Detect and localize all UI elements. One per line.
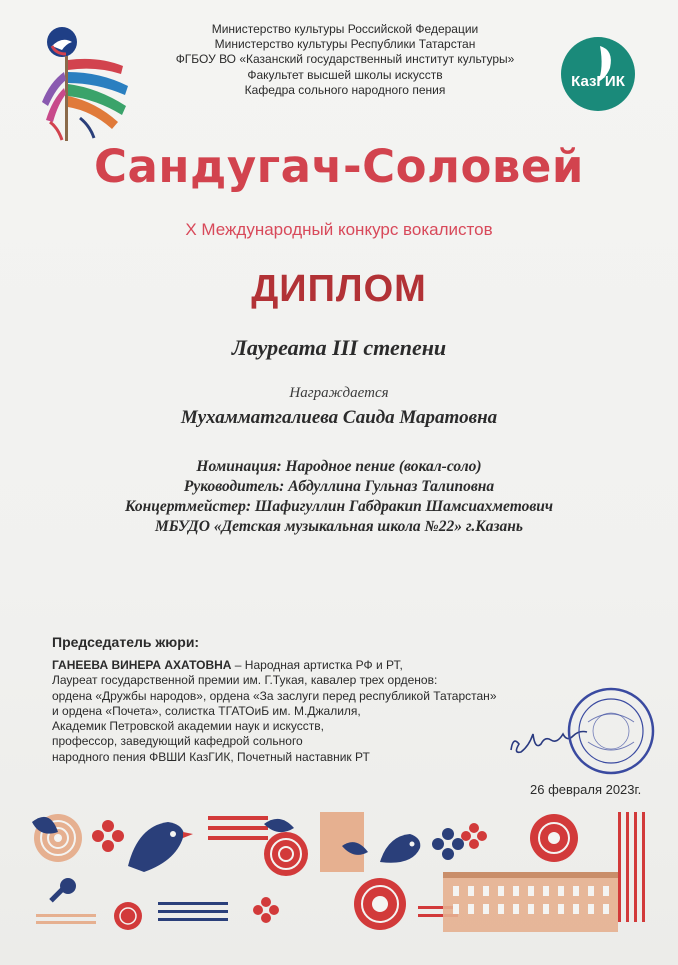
accompanist-line: Концертмейстер: Шафигуллин Габдракип Шамсиахметович	[124, 498, 554, 515]
diploma-heading: ДИПЛОМ	[251, 268, 427, 310]
jury-line: Лауреат государственной премии им. Г.Тукая, кавалер трех орденов:	[52, 673, 438, 688]
kazgik-logo-text: КазГИК	[571, 73, 625, 90]
stripes-pattern	[618, 812, 645, 922]
institute-stamp	[566, 686, 656, 776]
jury-description	[52, 658, 572, 765]
school-line: МБУДО «Детская музыкальная школа №22» г.Казань	[155, 518, 523, 535]
leaf-icon	[264, 819, 294, 832]
jury-line: ордена «Дружбы народов», ордена «За заслуги перед республикой Татарстан»	[52, 688, 497, 703]
jury-line	[52, 658, 572, 673]
recipient-name: Мухамматгалиева Саида Маратовна	[180, 407, 498, 428]
details-block	[0, 457, 678, 537]
flower-icon	[461, 823, 487, 849]
competition-subtitle: X Международный конкурс вокалистов	[185, 220, 493, 239]
building-icon	[443, 872, 618, 932]
jury-line: и ордена «Почета», солистка ТГАТОиБ им. М.Джалиля,	[52, 703, 361, 718]
header-line: Министерство культуры Республики Татарстан	[214, 37, 476, 52]
berry-icon	[114, 902, 142, 930]
header-line: Кафедра сольного народного пения	[244, 82, 446, 97]
jury-heading: Председатель жюри:	[52, 634, 200, 650]
sun-ornament-icon	[354, 878, 406, 930]
jury-line: Академик Петровской академии наук и искусств,	[52, 719, 324, 734]
bird-icon	[128, 822, 193, 872]
supervisor-line: Руководитель: Абдуллина Гульназ Талиповна	[183, 478, 495, 495]
competition-title: Сандугач-Соловей	[94, 140, 584, 193]
jury-line: народного пения ФВШИ КазГИК, Почетный наставник РТ	[52, 749, 370, 764]
dot-grid-pattern	[208, 816, 268, 840]
header-line: Министерство культуры Российской Федерации	[211, 22, 479, 36]
awarded-label: Награждается	[289, 385, 389, 401]
flower-icon	[253, 897, 279, 923]
header-line: Факультет высшей школы искусств	[247, 67, 443, 82]
target-icon	[264, 832, 308, 876]
header-line: ФГБОУ ВО «Казанский государственный институт культуры»	[175, 52, 515, 67]
sun-ornament-icon	[530, 814, 578, 862]
jury-chair-name: ГАНЕЕВА ВИНЕРА АХАТОВНА	[52, 658, 232, 672]
dot-grid-pattern	[158, 902, 228, 921]
flower-icon	[432, 828, 464, 860]
decorative-ornament	[28, 806, 658, 936]
issue-date: 26 февраля 2023г.	[530, 782, 642, 797]
pattern-block	[320, 812, 364, 872]
laureate-degree: Лауреата III степени	[231, 335, 447, 360]
bird-icon	[380, 834, 420, 863]
jury-line: профессор, заведующий кафедрой сольного	[52, 734, 303, 749]
nomination-line: Номинация: Народное пение (вокал-соло)	[196, 458, 482, 475]
kazgik-logo	[560, 36, 636, 112]
jury-line-rest: – Народная артистка РФ и РТ,	[231, 658, 403, 672]
microphone-icon	[36, 878, 96, 924]
header-block	[150, 22, 540, 98]
festival-logo	[40, 22, 140, 147]
flower-icon	[92, 820, 124, 852]
